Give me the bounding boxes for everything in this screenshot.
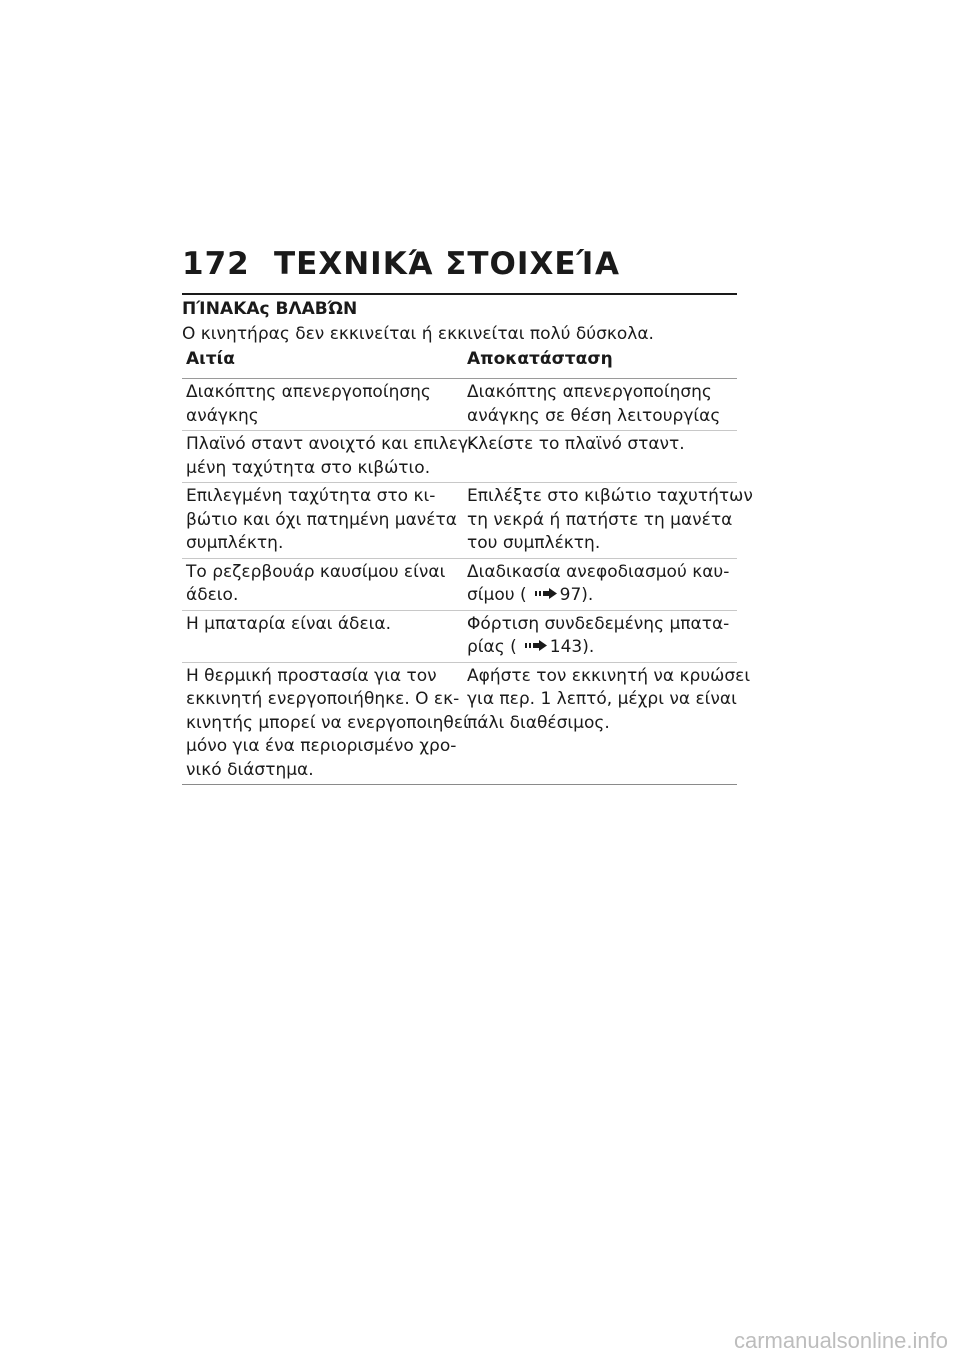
page-reference-arrow-icon (525, 640, 547, 651)
fix-cell (467, 663, 751, 785)
table-row (182, 483, 753, 559)
fix-line: πάλι διαθέσιμος. (467, 712, 610, 733)
cause-line: εκκινητή ενεργοποιήθηκε. Ο εκ- (186, 689, 460, 709)
table-row (182, 663, 751, 786)
cause-line: συμπλέκτη. (186, 533, 284, 553)
fix-line: Κλείστε το πλαϊνό σταντ. (467, 434, 685, 454)
reference-page-number[interactable]: 143). (549, 637, 595, 657)
fix-line: τη νεκρά ή πατήστε τη μανέτα (467, 509, 733, 530)
column-header-cause: Αιτία (186, 349, 235, 369)
cause-line: νικό διάστημα. (186, 759, 314, 780)
cause-line: Η μπαταρία είναι άδεια. (186, 613, 391, 634)
section-divider (182, 293, 737, 295)
cause-line: ανάγκης (186, 405, 259, 426)
table-row (182, 559, 737, 611)
fix-line: Διαδικασία ανεφοδιασμού καυ- (467, 561, 730, 582)
cause-line: Διακόπτης απενεργοποίησης (186, 382, 431, 402)
fix-line: Διακόπτης απενεργοποίησης (467, 382, 712, 402)
fix-cell (467, 483, 753, 558)
page-reference-line (467, 636, 737, 660)
fix-line: ανάγκης σε θέση λειτουργίας (467, 405, 721, 426)
cause-cell (182, 379, 458, 430)
cause-cell (182, 431, 475, 482)
chapter-title: ΤΕΧΝΙΚΆ ΣΤΟΙΧΕΊΑ (274, 246, 620, 282)
fix-line: Αφήστε τον εκκινητή να κρυώσει (467, 665, 751, 686)
fix-line: Επιλέξτε στο κιβώτιο ταχυτήτων (467, 486, 753, 506)
fix-cell (467, 431, 737, 482)
reference-prefix: σίμου ( (467, 585, 527, 605)
page-header (182, 246, 738, 290)
reference-page-number[interactable]: 97). (559, 585, 594, 605)
cause-line: βώτιο και όχι πατημένη μανέτα (186, 509, 457, 530)
cause-line: Η θερμική προστασία για τον (186, 665, 437, 686)
page-reference-line (467, 584, 737, 608)
fix-line: Φόρτιση συνδεδεμένης μπατα- (467, 613, 730, 634)
reference-prefix: ρίας ( (467, 637, 517, 657)
cause-line: Επιλεγμένη ταχύτητα στο κι- (186, 486, 436, 506)
troubleshooting-table (182, 349, 753, 785)
fix-cell (467, 379, 737, 430)
table-row (182, 611, 737, 663)
cause-cell (182, 611, 458, 662)
cause-cell (182, 663, 469, 785)
fix-cell (467, 611, 737, 662)
page-reference-arrow-icon (535, 588, 557, 599)
fix-line: για περ. 1 λεπτό, μέχρι να είναι (467, 689, 737, 709)
section-title: ΠΊΝΑΚΑς ΒΛΑΒΏΝ (182, 299, 358, 319)
cause-line: Πλαϊνό σταντ ανοιχτό και επιλεγ- (186, 434, 475, 454)
cause-line: μένη ταχύτητα στο κιβώτιο. (186, 457, 431, 478)
table-header (182, 349, 737, 379)
fix-cell (467, 559, 737, 610)
page-number: 172 (182, 246, 250, 282)
cause-cell (182, 483, 458, 558)
watermark: carmanualsonline.info (733, 1328, 948, 1353)
cause-line: κινητής μπορεί να ενεργοποιηθεί (186, 712, 469, 733)
table-row (182, 431, 737, 483)
column-header-fix: Αποκατάσταση (467, 349, 613, 369)
section-intro: Ο κινητήρας δεν εκκινείται ή εκκινείται πολύ δύσκολα. (182, 324, 654, 344)
cause-line: Το ρεζερβουάρ καυσίμου είναι (186, 561, 446, 582)
cause-cell (182, 559, 458, 610)
fix-line: του συμπλέκτη. (467, 533, 601, 553)
table-row (182, 379, 737, 431)
cause-line: άδειο. (186, 585, 239, 605)
cause-line: μόνο για ένα περιορισμένο χρο- (186, 736, 457, 756)
